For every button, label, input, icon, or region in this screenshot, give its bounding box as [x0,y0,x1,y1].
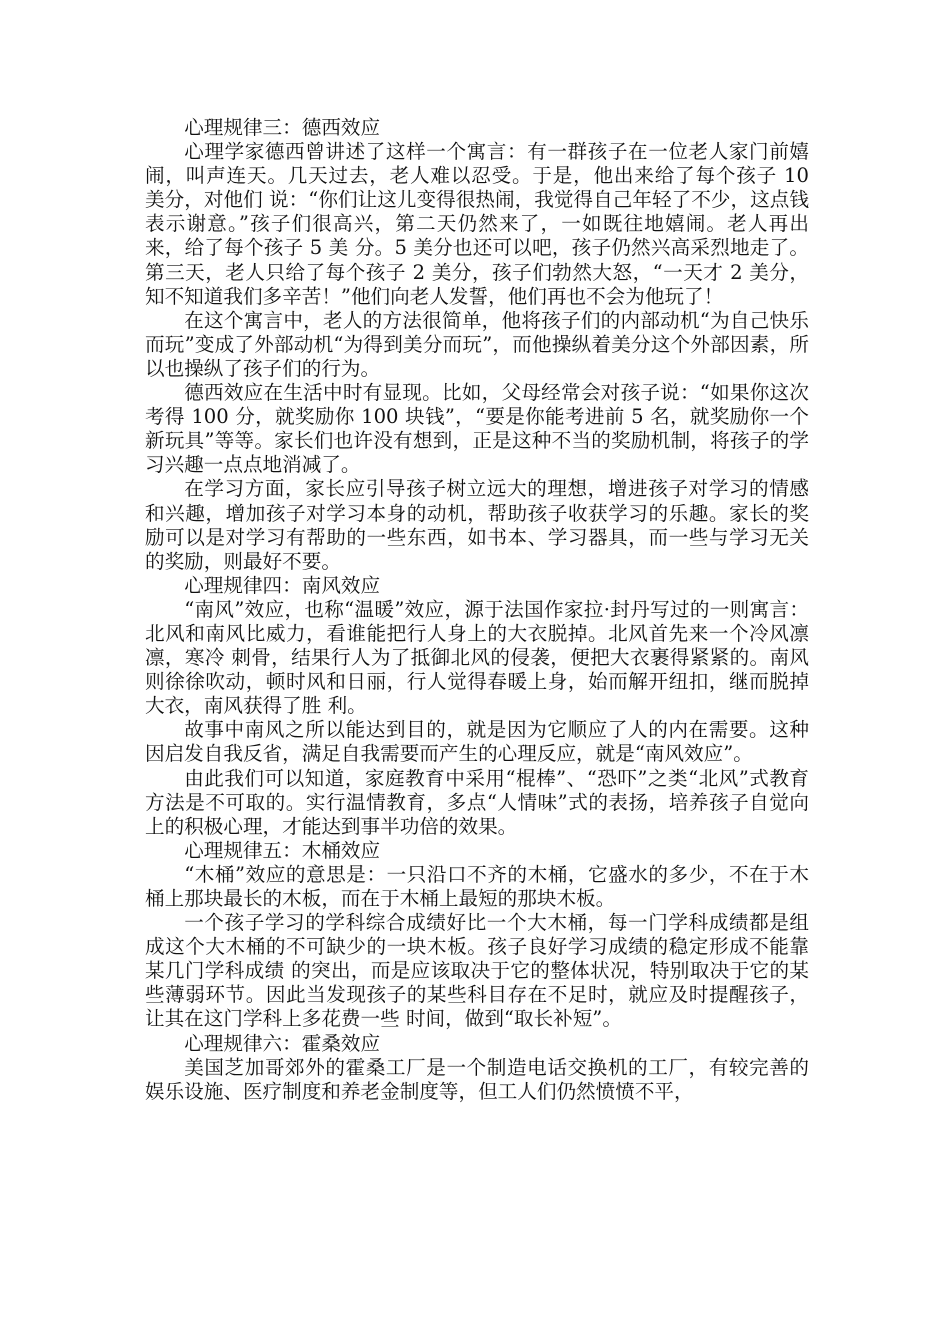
paragraph-desi-advice: 在学习方面，家长应引导孩子树立远大的理想，增进孩子对学习的情感和兴趣，增加孩子对学习本身的动机，帮助孩子收获学习的乐趣。家长的奖励可以是对学习有帮助的一些东西，如书本、学习器具，而一些与学习无关的奖励，则最好不要。 [145,477,809,573]
paragraph-hawthorne-intro: 美国芝加哥郊外的霍桑工厂是一个制造电话交换机的工厂，有较完善的娱乐设施、医疗制度和养老金制度等，但工人们仍然愤愤不平， [145,1055,809,1103]
paragraph-desi-analysis: 在这个寓言中，老人的方法很简单，他将孩子们的内部动机“为自己快乐而玩”变成了外部动机“为得到美分而玩”，而他操纵着美分这个外部因素，所以也操纵了孩子们的行为。 [145,308,809,380]
paragraph-bucket-analysis: 一个孩子学习的学科综合成绩好比一个大木桶，每一门学科成绩都是组成这个大木桶的不可缺少的一块木板。孩子良好学习成绩的稳定形成不能靠某几门学科成绩 的突出，而是应该取决于它的整体状况，特别取决于它的某些薄弱环节。因此当发现孩子的某些科目存在不足时，就应及时提醒孩子，让其在这门学科上多花费一些 时间，做到“取长补短”。 [145,911,809,1031]
section-heading-desi-effect: 心理规律三：德西效应 [184,116,381,139]
paragraph-south-wind-fable: “南风”效应，也称“温暖”效应，源于法国作家拉·封丹写过的一则寓言：北风和南风比威力，看谁能把行人身上的大衣脱掉。北风首先来一个冷风凛凛，寒冷 刺骨，结果行人为了抵御北风的侵袭，便把大衣裹得紧紧的。南风则徐徐吹动，顿时风和日丽，行人觉得春暖上身，始而解开纽扣，继而脱掉大衣，南风获得了胜 利。 [145,597,809,718]
paragraph-desi-fable: 心理学家德西曾讲述了这样一个寓言：有一群孩子在一位老人家门前嬉闹，叫声连天。几天过去，老人难以忍受。于是，他出来给了每个孩子 10 美分，对他们 说：“你们让这儿变得很热闹，我觉得自己年轻了不少，这点钱表示谢意。”孩子们很高兴，第二天仍然来了，一如既往地嬉闹。老人再出来，给了每个孩子 5 美 分。5 美分也还可以吧，孩子仍然兴高采烈地走了。第三天，老人只给了每个孩子 2 美分，孩子们勃然大怒，“一天才 2 美分，知不知道我们多辛苦！”他们向老人发誓，他们再也不会为他玩了！ [145,140,809,308]
paragraph-south-wind-analysis: 故事中南风之所以能达到目的，就是因为它顺应了人的内在需要。这种因启发自我反省，满足自我需要而产生的心理反应，就是“南风效应”。 [145,718,809,766]
section-heading-south-wind-effect: 心理规律四：南风效应 [184,573,381,597]
document-body [145,116,809,1104]
section-heading-bucket-effect: 心理规律五：木桶效应 [184,838,381,862]
paragraph-bucket-definition: “木桶”效应的意思是：一只沿口不齐的木桶，它盛水的多少，不在于木桶上那块最长的木板，而在于木桶上最短的那块木板。 [145,862,809,910]
paragraph-south-wind-advice: 由此我们可以知道，家庭教育中采用“棍棒”、“恐吓”之类“北风”式教育方法是不可取的。实行温情教育，多点“人情味”式的表扬，培养孩子自觉向上的积极心理，才能达到事半功倍的效果。 [145,766,809,838]
paragraph-desi-life-example: 德西效应在生活中时有显现。比如，父母经常会对孩子说：“如果你这次考得 100 分，就奖励你 100 块钱”，“要是你能考进前 5 名，就奖励你一个新玩具”等等。家长们也许没有想到，正是这种不当的奖励机制，将孩子的学习兴趣一点点地消减了。 [145,381,809,477]
section-heading-hawthorne-effect: 心理规律六：霍桑效应 [184,1031,381,1055]
